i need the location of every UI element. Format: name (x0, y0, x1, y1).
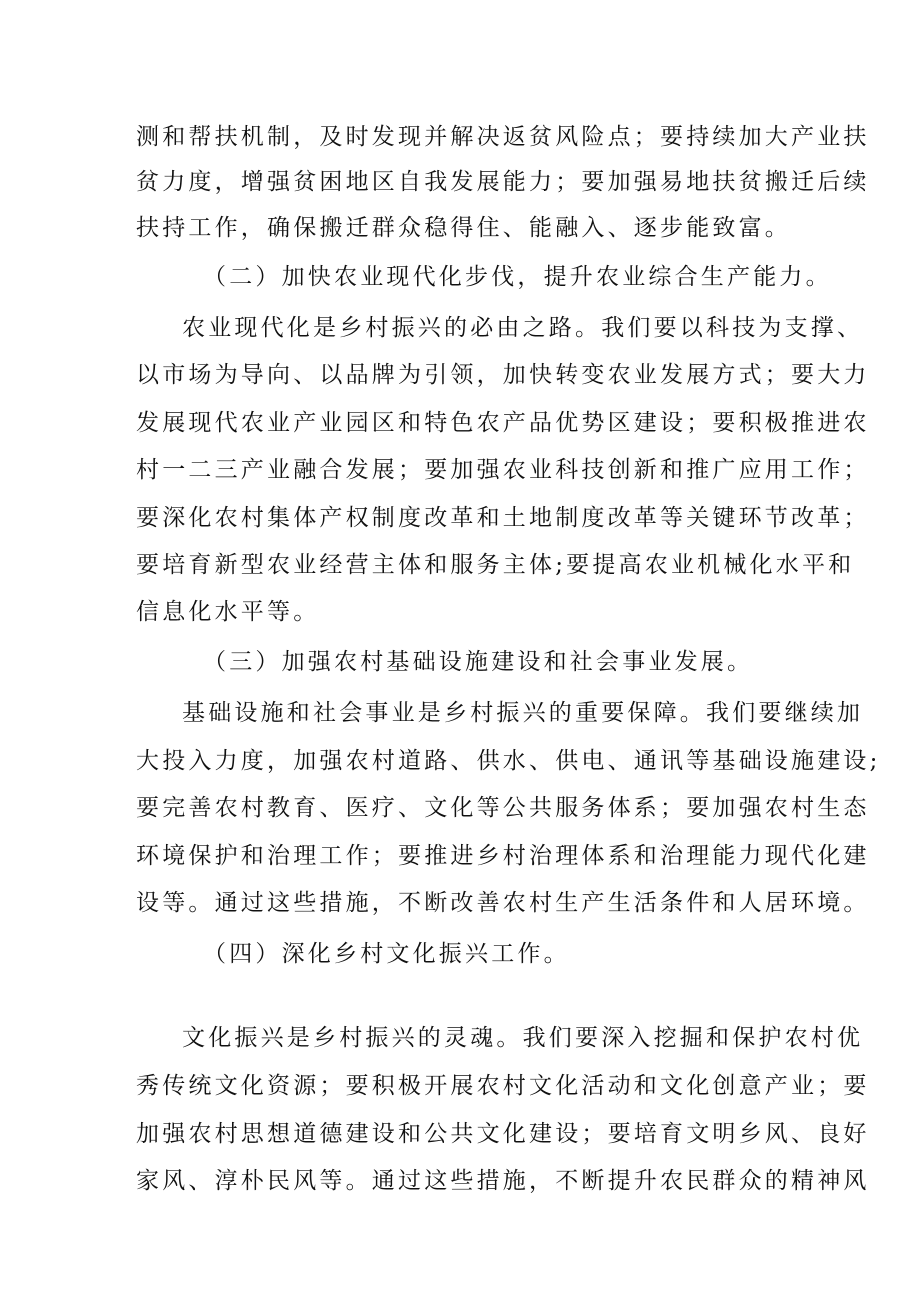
text-line: 测和帮扶机制，及时发现并解决返贫风险点；要持续加大产业扶 (136, 124, 870, 150)
text-line: 文化振兴是乡村振兴的灵魂。我们要深入挖掘和保护农村优 (182, 1025, 864, 1051)
text-line: 要培育新型农业经营主体和服务主体;要提高农业机械化水平和 (136, 552, 855, 578)
section-heading: （三）加强农村基础设施建设和社会事业发展。 (203, 649, 754, 675)
text-line: 秀传统文化资源；要积极开展农村文化活动和文化创意产业；要 (136, 1073, 870, 1099)
text-line: 大投入力度，加强农村道路、供水、供电、通讯等基础设施建设; (136, 748, 881, 774)
section-heading: （四）深化乡村文化振兴工作。 (203, 941, 570, 967)
text-line: 贫力度，增强贫困地区自我发展能力；要加强易地扶贫搬迁后续 (136, 169, 870, 195)
text-line: 要完善农村教育、医疗、文化等公共服务体系；要加强农村生态 (136, 795, 870, 821)
text-line: 基础设施和社会事业是乡村振兴的重要保障。我们要继续加 (182, 700, 864, 726)
text-line: 信息化水平等。 (136, 599, 320, 625)
text-line: 要深化农村集体产权制度改革和土地制度改革等关键环节改革； (136, 505, 870, 531)
text-line: 扶持工作，确保搬迁群众稳得住、能融入、逐步能致富。 (136, 215, 791, 241)
text-line: 村一二三产业融合发展；要加强农业科技创新和推广应用工作； (136, 457, 870, 483)
text-line: 环境保护和治理工作；要推进乡村治理体系和治理能力现代化建 (136, 843, 870, 869)
text-line: 加强农村思想道德建设和公共文化建设；要培育文明乡风、良好 (136, 1121, 870, 1147)
text-line: 农业现代化是乡村振兴的必由之路。我们要以科技为支撑、 (182, 315, 864, 341)
text-line: 家风、淳朴民风等。通过这些措施，不断提升农民群众的精神风 (136, 1168, 870, 1194)
text-line: 以市场为导向、以品牌为引领，加快转变农业发展方式；要大力 (136, 362, 870, 388)
text-line: 设等。通过这些措施，不断改善农村生产生活条件和人居环境。 (136, 890, 870, 916)
section-heading: （二）加快农业现代化步伐，提升农业综合生产能力。 (203, 264, 832, 290)
text-line: 发展现代农业产业园区和特色农产品优势区建设；要积极推进农 (136, 410, 870, 436)
